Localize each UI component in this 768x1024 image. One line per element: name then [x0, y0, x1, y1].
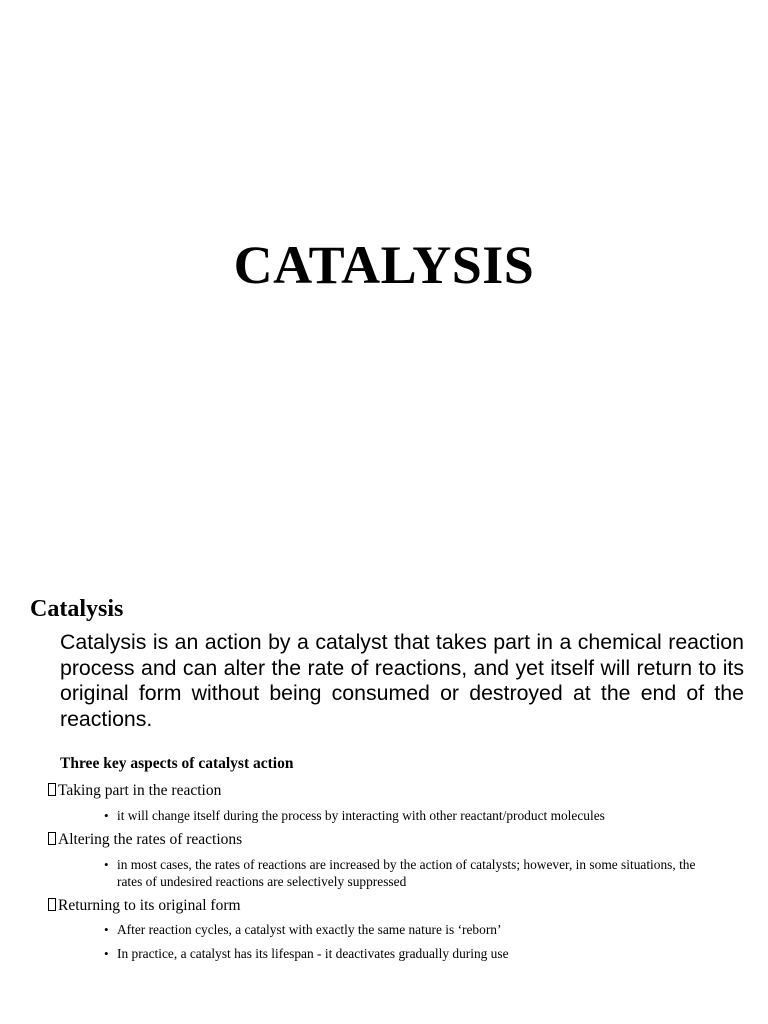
aspect-item-altering-rates [48, 830, 242, 850]
sub-item-text: After reaction cycles, a catalyst with exactly the same nature is ‘reborn’ [117, 922, 502, 937]
list-item [104, 922, 724, 939]
sub-list [104, 922, 724, 969]
bullet-icon: • [104, 808, 109, 823]
list-item [104, 808, 724, 825]
sub-item-text: it will change itself during the process by interacting with other reactant/product molecules [117, 808, 605, 823]
section-heading: Catalysis [30, 596, 124, 622]
list-item [104, 946, 724, 963]
bullet-icon: • [104, 945, 109, 961]
definition-paragraph: Catalysis is an action by a catalyst that takes part in a chemical reaction process and can alter the rate of reactions, and yet itself will return to its original form without being consumed or destroyed at the end of the reactions. [60, 630, 744, 731]
aspects-heading: Three key aspects of catalyst action [60, 755, 294, 772]
aspect-label: Altering the rates of reactions [58, 831, 243, 848]
slide-title: CATALYSIS [233, 235, 535, 295]
list-item [104, 857, 724, 890]
sub-list [104, 857, 724, 897]
sub-list [104, 808, 724, 832]
sub-item-text: in most cases, the rates of reactions are increased by the action of catalysts; however, in some situations, the rates of undesired reactions are selectively suppressed [117, 857, 696, 889]
bullet-icon: • [104, 857, 109, 872]
box-icon [48, 898, 56, 911]
aspect-label: Taking part in the reaction [58, 782, 222, 799]
aspect-label: Returning to its original form [58, 897, 241, 914]
sub-item-text: In practice, a catalyst has its lifespan - it deactivates gradually during use [117, 945, 509, 961]
box-icon [48, 783, 56, 796]
aspect-item-returning-form [48, 896, 241, 916]
aspect-item-taking-part [48, 781, 221, 801]
box-icon [48, 832, 56, 845]
bullet-icon: • [104, 922, 109, 937]
